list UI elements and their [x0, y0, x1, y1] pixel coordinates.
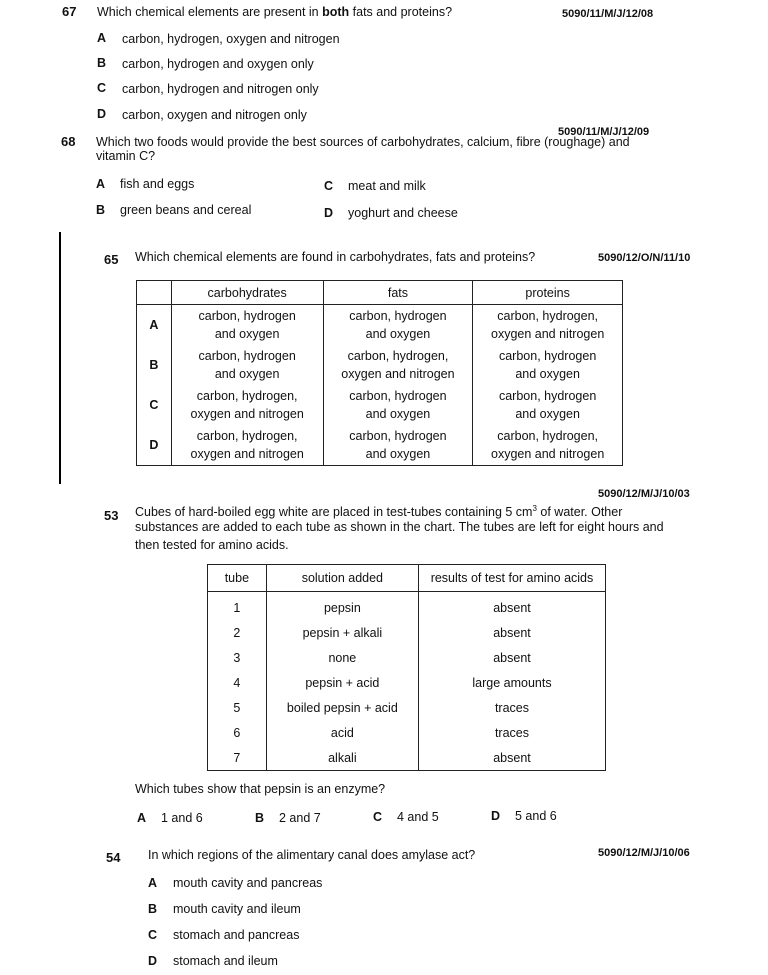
question-prompt: Which tubes show that pepsin is an enzyme? — [135, 782, 386, 796]
table-cell: 6 — [208, 720, 267, 745]
option-letter: D — [324, 206, 334, 220]
row-letter: B — [137, 345, 172, 385]
question-stem: In which regions of the alimentary canal does amylase act? — [148, 848, 476, 862]
amino-acid-test-table — [207, 564, 606, 771]
table-cell: absent — [418, 645, 605, 670]
table-cell: carbon, hydrogen and oxygen — [171, 345, 323, 385]
table-row — [208, 720, 606, 745]
question-stem-line: substances are added to each tube as shown in the chart. The tubes are left for eight hours and — [135, 520, 664, 534]
table-cell: traces — [418, 720, 605, 745]
option-letter: C — [148, 928, 158, 942]
question-number: 67 — [62, 4, 77, 19]
option-letter: A — [97, 31, 107, 45]
table-row — [208, 695, 606, 720]
paper-code: 5090/12/M/J/10/03 — [598, 488, 690, 500]
question-number: 65 — [104, 252, 119, 267]
question-stem-line: vitamin C? — [96, 149, 156, 163]
paper-code: 5090/11/M/J/12/09 — [558, 126, 650, 138]
table-cell: carbon, hydrogen and oxygen — [473, 385, 623, 425]
table-row — [137, 385, 623, 425]
option-letter: B — [97, 56, 107, 70]
question-number: 68 — [61, 134, 76, 149]
option-letter: D — [148, 954, 158, 968]
elements-table — [136, 280, 623, 466]
option-letter: D — [491, 809, 501, 823]
table-cell: carbon, hydrogen, oxygen and nitrogen — [171, 385, 323, 425]
option-letter: B — [96, 203, 106, 217]
table-cell: large amounts — [418, 670, 605, 695]
option-letter: A — [148, 876, 158, 890]
table-cell: 5 — [208, 695, 267, 720]
table-row — [208, 592, 606, 621]
scan-edge-line — [59, 232, 61, 484]
table-header-cell: results of test for amino acids — [418, 565, 605, 592]
table-cell: carbon, hydrogen, oxygen and nitrogen — [171, 425, 323, 466]
option-text: carbon, hydrogen and oxygen only — [122, 57, 314, 71]
table-cell: absent — [418, 745, 605, 771]
table-row — [208, 670, 606, 695]
table-cell: acid — [266, 720, 418, 745]
option-letter: B — [148, 902, 158, 916]
row-letter: D — [137, 425, 172, 466]
option-text: 1 and 6 — [161, 811, 203, 825]
table-row — [137, 425, 623, 466]
table-cell: pepsin + alkali — [266, 620, 418, 645]
paper-code: 5090/12/M/J/10/06 — [598, 847, 690, 859]
option-text: yoghurt and cheese — [348, 206, 458, 220]
table-cell: boiled pepsin + acid — [266, 695, 418, 720]
table-cell: carbon, hydrogen and oxygen — [473, 345, 623, 385]
option-letter: C — [324, 179, 334, 193]
option-letter: B — [255, 811, 265, 825]
table-cell: carbon, hydrogen, oxygen and nitrogen — [473, 305, 623, 346]
table-cell: absent — [418, 620, 605, 645]
option-text: meat and milk — [348, 179, 426, 193]
table-cell: absent — [418, 592, 605, 621]
option-letter: D — [97, 107, 107, 121]
table-cell: carbon, hydrogen and oxygen — [323, 305, 473, 346]
question-stem-line: Cubes of hard-boiled egg white are placed in test-tubes containing 5 $cm^3$ of water. Other — [135, 504, 623, 520]
question-stem-line: then tested for amino acids. — [135, 538, 289, 552]
option-text: carbon, oxygen and nitrogen only — [122, 108, 307, 122]
table-header-cell: fats — [323, 281, 473, 305]
option-text: mouth cavity and ileum — [173, 902, 301, 916]
table-row — [137, 345, 623, 385]
table-header-cell — [137, 281, 172, 305]
table-row — [208, 620, 606, 645]
table-header-cell: carbohydrates — [171, 281, 323, 305]
table-header-cell: tube — [208, 565, 267, 592]
table-cell: pepsin + acid — [266, 670, 418, 695]
paper-code: 5090/11/M/J/12/08 — [562, 8, 654, 20]
table-cell: 4 — [208, 670, 267, 695]
option-letter: A — [137, 811, 147, 825]
paper-code: 5090/12/O/N/11/10 — [598, 252, 691, 264]
option-text: 4 and 5 — [397, 810, 439, 824]
option-letter: C — [97, 81, 107, 95]
table-cell: 3 — [208, 645, 267, 670]
table-cell: carbon, hydrogen, oxygen and nitrogen — [323, 345, 473, 385]
table-cell: alkali — [266, 745, 418, 771]
question-number: 54 — [106, 850, 121, 865]
table-cell: traces — [418, 695, 605, 720]
option-text: fish and eggs — [120, 177, 195, 191]
option-text: 2 and 7 — [279, 811, 321, 825]
option-text: 5 and 6 — [515, 809, 557, 823]
table-cell: carbon, hydrogen and oxygen — [323, 425, 473, 466]
question-number: 53 — [104, 508, 119, 523]
table-header-row — [208, 565, 606, 592]
table-header-cell: proteins — [473, 281, 623, 305]
row-letter: A — [137, 305, 172, 346]
option-text: carbon, hydrogen, oxygen and nitrogen — [122, 32, 340, 46]
row-letter: C — [137, 385, 172, 425]
question-stem: Which chemical elements are found in carbohydrates, fats and proteins? — [135, 250, 536, 264]
table-cell: carbon, hydrogen, oxygen and nitrogen — [473, 425, 623, 466]
question-stem: Which chemical elements are present in both fats and proteins? — [97, 5, 453, 19]
question-stem-line: Which two foods would provide the best sources of carbohydrates, calcium, fibre (roughage) and — [96, 135, 630, 149]
table-header-row — [137, 281, 623, 305]
option-text: carbon, hydrogen and nitrogen only — [122, 82, 319, 96]
option-letter: A — [96, 177, 106, 191]
table-cell: carbon, hydrogen and oxygen — [323, 385, 473, 425]
table-cell: 7 — [208, 745, 267, 771]
option-text: green beans and cereal — [120, 203, 252, 217]
table-cell: pepsin — [266, 592, 418, 621]
table-header-cell: solution added — [266, 565, 418, 592]
table-cell: none — [266, 645, 418, 670]
table-row — [137, 305, 623, 346]
table-cell: 1 — [208, 592, 267, 621]
option-text: stomach and pancreas — [173, 928, 300, 942]
table-cell: carbon, hydrogen and oxygen — [171, 305, 323, 346]
table-cell: 2 — [208, 620, 267, 645]
table-row — [208, 745, 606, 771]
option-letter: C — [373, 810, 383, 824]
option-text: mouth cavity and pancreas — [173, 876, 323, 890]
option-text: stomach and ileum — [173, 954, 278, 968]
table-row — [208, 645, 606, 670]
